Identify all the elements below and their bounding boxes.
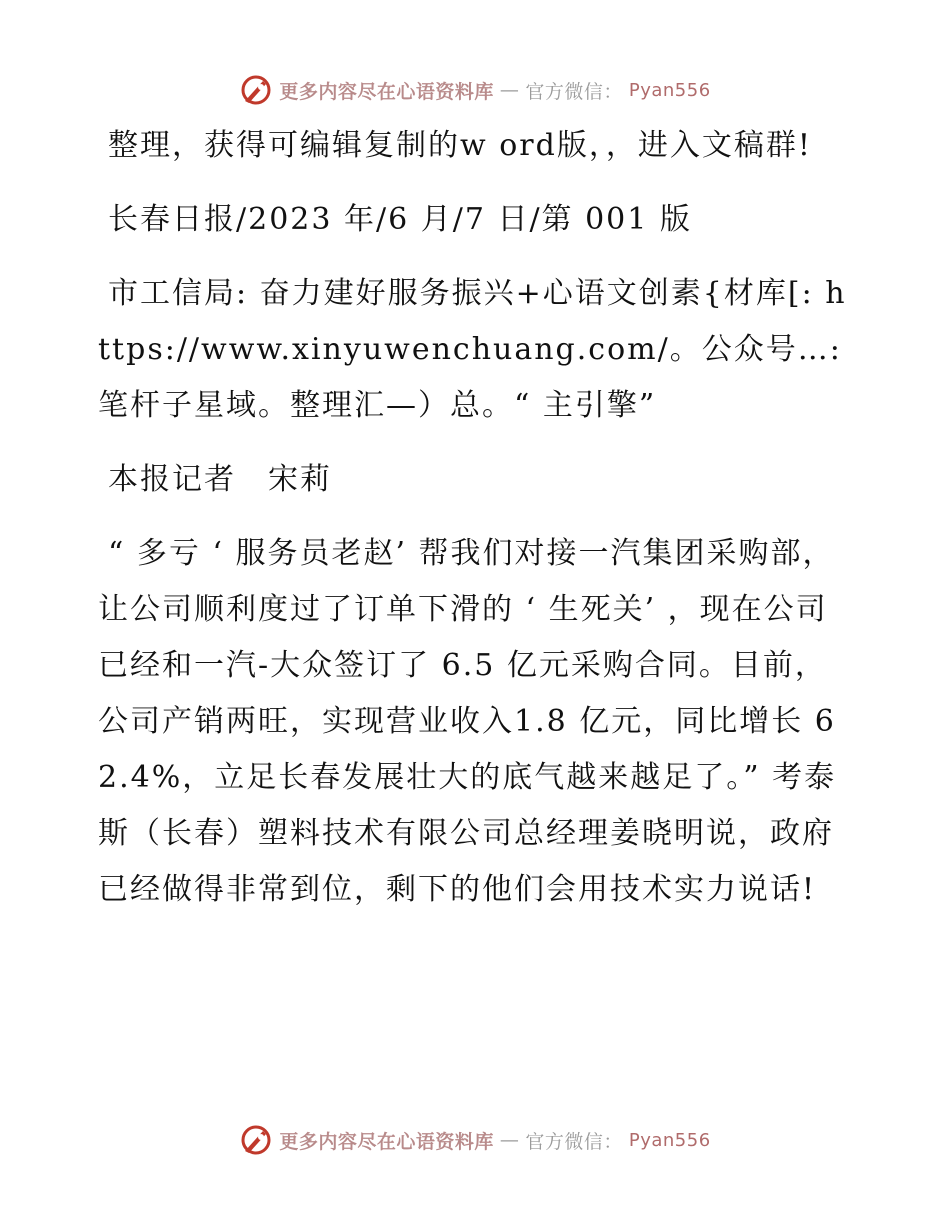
headline: 市工信局: 奋力建好服务振兴+心语文创素{材库[: https://www.xinyuwenchuang.com/。公众号…: 笔杆子星域。整理汇—）总。“ 主引擎” bbox=[98, 276, 847, 423]
header-banner bbox=[0, 70, 950, 110]
banner-official-label: 官方微信： bbox=[525, 80, 623, 103]
pen-logo-icon bbox=[239, 73, 273, 107]
intro-paragraph: 整理，获得可编辑复制的w ord版，，进入文稿群! bbox=[108, 128, 812, 163]
article-paragraph: “ 多亏 ‘ 服务员老赵’ 帮我们对接一汽集团采购部， 让公司顺利度过了订单下滑的 ‘ 生死关’ ，现在公司已经和一汽-大众签订了 6.5 亿元采购合同。目前，公司产销两旺，实现营业收入1.8 亿元，同比增长 62.4%，立足长春发展壮大的底气越来越足了。” 考泰斯（长春）塑料技术有限公司总经理姜晓明说，政府已经做得非常到位，剩下的他们会用技术实力说话! bbox=[98, 536, 837, 907]
pen-logo-icon bbox=[239, 1123, 273, 1157]
banner-official-label: 官方微信： bbox=[525, 1130, 623, 1153]
banner-wechat-id: Pyan556 bbox=[628, 1129, 711, 1151]
document-body bbox=[98, 118, 858, 936]
banner-brand: 更多内容尽在心语资料库 bbox=[279, 1130, 494, 1153]
banner-dash: — bbox=[499, 79, 520, 101]
banner-wechat-id: Pyan556 bbox=[628, 79, 711, 101]
banner-brand: 更多内容尽在心语资料库 bbox=[279, 80, 494, 103]
banner-dash: — bbox=[499, 1129, 520, 1151]
byline: 本报记者 宋莉 bbox=[108, 462, 332, 497]
source-line: 长春日报/2023 年/6 月/7 日/第 001 版 bbox=[108, 202, 692, 237]
footer-banner bbox=[0, 1120, 950, 1160]
